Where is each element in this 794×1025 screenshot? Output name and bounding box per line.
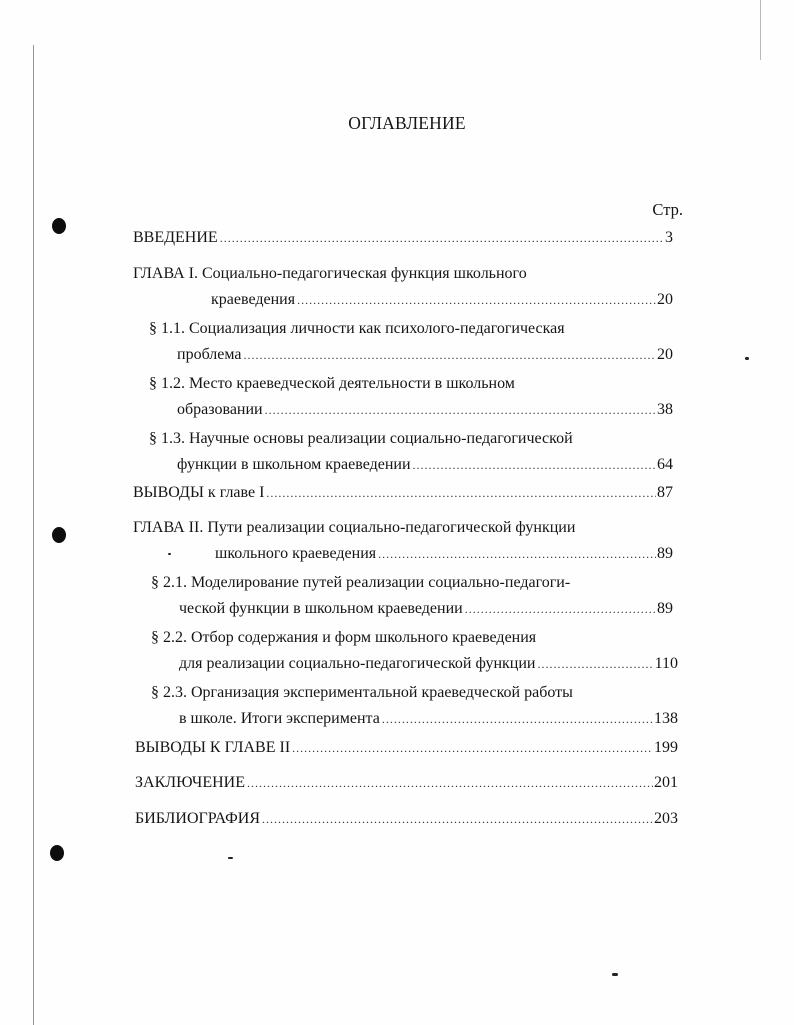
dot-leader <box>297 287 656 313</box>
entry-title-line2: краеведения <box>211 291 296 308</box>
toc-entry-introduction <box>133 225 673 251</box>
dot-leader <box>382 706 653 732</box>
toc-entry-conclusions-1 <box>133 480 673 506</box>
toc-entry-section-2-2 <box>151 625 678 677</box>
toc-entry-chapter-1 <box>133 261 673 313</box>
toc-entry-section-1-2 <box>149 371 673 423</box>
entry-page-number: 87 <box>657 484 673 501</box>
toc-entry-bibliography <box>135 806 678 832</box>
entry-title: БИБЛИОГРАФИЯ <box>135 810 261 827</box>
dot-leader <box>220 225 664 251</box>
toc-entry-section-2-3 <box>151 680 678 732</box>
page-title: ОГЛАВЛЕНИЕ <box>348 113 466 133</box>
entry-title-line1: ГЛАВА I. Социально-педагогическая функция школьного <box>133 265 527 282</box>
entry-title-line2: для реализации социально-педагогической функции <box>179 655 536 672</box>
entry-page-number: 199 <box>654 739 678 756</box>
entry-title: ВЫВОДЫ к главе I <box>133 484 265 501</box>
dot-leader <box>378 541 656 567</box>
entry-title-line2: в школе. Итоги эксперимента <box>179 710 380 727</box>
entry-title: ЗАКЛЮЧЕНИЕ <box>135 774 245 791</box>
dot-leader <box>244 342 656 368</box>
entry-page-number: 201 <box>654 774 678 791</box>
entry-page-number: 203 <box>654 810 678 827</box>
entry-page-number: 110 <box>654 655 678 672</box>
entry-title-line1: § 2.1. Моделирование путей реализации социально-педагоги- <box>151 574 571 591</box>
entry-page-number: 138 <box>654 710 678 727</box>
entry-title-line2: проблема <box>177 346 242 363</box>
dot-leader <box>262 806 653 832</box>
dot-leader <box>266 480 656 506</box>
entry-title-line2: функции в школьном краеведении <box>177 456 411 473</box>
toc-entry-chapter-2 <box>133 515 673 567</box>
dot-leader <box>413 452 656 478</box>
entry-title: ВЫВОДЫ К ГЛАВЕ II <box>135 739 291 756</box>
dot-leader <box>247 770 653 796</box>
binder-hole-3 <box>50 845 64 861</box>
binder-hole-2 <box>52 527 66 543</box>
dot-leader <box>537 651 653 677</box>
entry-page-number: 20 <box>657 346 673 363</box>
toc-entry-conclusion <box>135 770 678 796</box>
binder-hole-1 <box>52 218 66 234</box>
dot-leader <box>292 735 653 761</box>
toc-entry-section-1-3 <box>149 426 673 478</box>
entry-page-number: 20 <box>657 291 673 308</box>
toc-entry-section-2-1 <box>151 570 673 622</box>
scan-speck <box>228 857 233 859</box>
dot-leader <box>265 397 656 423</box>
entry-title-line2: ческой функции в школьном краеведении <box>179 600 463 617</box>
toc-entry-conclusions-2 <box>135 735 678 761</box>
entry-title-line2: школьного краеведения <box>215 545 377 562</box>
scan-edge-line <box>33 45 34 1025</box>
entry-page-number: 38 <box>657 401 673 418</box>
entry-title: ВВЕДЕНИЕ <box>133 229 218 246</box>
entry-page-number: 64 <box>657 456 673 473</box>
entry-title-line1: § 1.3. Научные основы реализации социально-педагогической <box>149 430 573 447</box>
entry-title-line1: § 1.2. Место краеведческой деятельности в школьном <box>149 375 515 392</box>
entry-title-line1: § 2.2. Отбор содержания и форм школьного краеведения <box>151 629 537 646</box>
page-column-header: Стр. <box>652 200 683 219</box>
entry-page-number: 89 <box>657 600 673 617</box>
entry-title-line1: § 2.3. Организация экспериментальной краеведческой работы <box>151 684 573 701</box>
toc-entry-section-1-1 <box>149 316 673 368</box>
entry-title-line2: образовании <box>177 401 263 418</box>
scan-speck <box>745 357 749 360</box>
scan-speck <box>612 973 618 976</box>
entry-title-line1: ГЛАВА II. Пути реализации социально-педагогической функции <box>133 519 576 536</box>
dot-leader <box>465 596 656 622</box>
entry-title-line1: § 1.1. Социализация личности как психолого-педагогическая <box>149 320 565 337</box>
entry-page-number: 3 <box>665 229 673 246</box>
scan-edge-line-top <box>760 0 761 60</box>
entry-page-number: 89 <box>657 545 673 562</box>
